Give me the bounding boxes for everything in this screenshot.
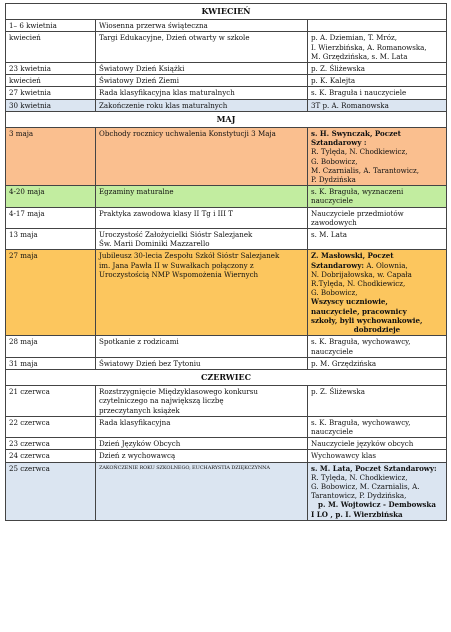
responsible-cell: p. Z. Śliżewska (308, 386, 447, 417)
responsible-cell: s. K. Braguła, wychowawcy, nauczyciele (308, 416, 447, 437)
table-row (6, 416, 447, 437)
event-cell: Rada klasyfikacyjna klas maturalnych (96, 87, 308, 99)
event-cell: Jubileusz 30-lecia Zespołu Szkół Sióstr Salezjanek im. Jana Pawła II w Suwałkach połączony z Uroczystością NMP Wspomożenia Wiernych (96, 250, 308, 336)
table-row (6, 75, 447, 87)
date-cell: 23 czerwca (6, 438, 96, 450)
date-cell: kwiecień (6, 32, 96, 63)
table-row (6, 20, 447, 32)
responsible-cell: Z. Masłowski, Poczet Sztandarowy: A. Olownia, N. Dobrijałowska, w. Capała R.Tylęda, N. Chodkiewicz, G. Bobowicz, Wszyscy uczniowie, nauczyciele, pracownicy szkoły, byli wychowankowie, dobrodzieje (308, 250, 447, 336)
date-cell: 25 czerwca (6, 462, 96, 520)
date-cell: 27 maja (6, 250, 96, 336)
responsible-cell: s. M. Lata, Poczet Sztandarowy: R. Tylęda, N. Chodkiewicz, G. Bobowicz, M. Czarnialis, A. Tarantowicz, P. Dydzińska, p. M. Wojtowicz - Dembowska I LO , p. I. Wierzbińska (308, 462, 447, 520)
table-row (6, 229, 447, 250)
month-header-may: MAJ (6, 111, 447, 127)
date-cell: 3 maja (6, 128, 96, 186)
responsible-cell: p. A. Dziemian, T. Mróz, I. Wierzbińska, A. Romanowska, M. Grzędzińska, s. M. Lata (308, 32, 447, 63)
responsible-cell: Nauczyciele przedmiotów zawodowych (308, 207, 447, 228)
event-cell: Wiosenna przerwa świąteczna (96, 20, 308, 32)
date-cell: 13 maja (6, 229, 96, 250)
event-cell: ZAKOŃCZENIE ROKU SZKOLNEGO, EUCHARYSTIA DZIĘKCZYNNA (96, 462, 308, 520)
date-cell: 22 czerwca (6, 416, 96, 437)
date-cell: kwiecień (6, 75, 96, 87)
responsible-cell: p. Z. Śliżewska (308, 63, 447, 75)
table-row (6, 32, 447, 63)
date-cell: 30 kwietnia (6, 99, 96, 111)
event-cell: Spotkanie z rodzicami (96, 336, 308, 357)
date-cell: 27 kwietnia (6, 87, 96, 99)
table-row (6, 186, 447, 207)
table-row (6, 386, 447, 417)
date-cell: 1– 6 kwietnia (6, 20, 96, 32)
date-cell: 4-20 maja (6, 186, 96, 207)
responsible-cell: s. K. Braguła, wychowawcy, nauczyciele (308, 336, 447, 357)
responsible-cell: s. H. Swynczak, Poczet Sztandarowy : R. Tylęda, N. Chodkiewicz, G. Bobowicz, M. Czarnialis, A. Tarantowicz, P. Dydzińska (308, 128, 447, 186)
date-cell: 4-17 maja (6, 207, 96, 228)
responsible-cell (308, 20, 447, 32)
event-cell: Światowy Dzień Książki (96, 63, 308, 75)
responsible-cell: Nauczyciele języków obcych (308, 438, 447, 450)
schedule-table (5, 3, 447, 521)
event-cell: Rozstrzygnięcie Międzyklasowego konkursu czytelniczego na największą liczbę przeczytanych książek (96, 386, 308, 417)
event-cell: Egzaminy maturalne (96, 186, 308, 207)
event-cell: Światowy Dzień bez Tytoniu (96, 357, 308, 369)
date-cell: 31 maja (6, 357, 96, 369)
table-row (6, 99, 447, 111)
date-cell: 23 kwietnia (6, 63, 96, 75)
event-cell: Praktyka zawodowa klasy II Tg i III T (96, 207, 308, 228)
event-cell: Dzień Języków Obcych (96, 438, 308, 450)
schedule-document (5, 3, 446, 521)
responsible-cell: 3T p. A. Romanowska (308, 99, 447, 111)
table-row (6, 87, 447, 99)
table-row (6, 357, 447, 369)
event-cell: Rada klasyfikacyjna (96, 416, 308, 437)
event-cell: Obchody rocznicy uchwalenia Konstytucji 3 Maja (96, 128, 308, 186)
table-row (6, 128, 447, 186)
month-header-april: KWIECIEŃ (6, 4, 447, 20)
event-cell: Targi Edukacyjne, Dzień otwarty w szkole (96, 32, 308, 63)
month-header-june: CZERWIEC (6, 369, 447, 385)
table-row (6, 450, 447, 462)
responsible-cell: s. K. Braguła i nauczyciele (308, 87, 447, 99)
date-cell: 21 czerwca (6, 386, 96, 417)
event-cell: Światowy Dzień Ziemi (96, 75, 308, 87)
table-row (6, 250, 447, 336)
responsible-cell: s. M. Lata (308, 229, 447, 250)
date-cell: 24 czerwca (6, 450, 96, 462)
responsible-cell: Wychowawcy klas (308, 450, 447, 462)
event-cell: Zakończenie roku klas maturalnych (96, 99, 308, 111)
responsible-cell: p. K. Kalejta (308, 75, 447, 87)
responsible-cell: p. M. Grzędzińska (308, 357, 447, 369)
event-cell: Uroczystość Założycielki Sióstr Salezjanek Św. Marii Dominiki Mazzarello (96, 229, 308, 250)
table-row (6, 438, 447, 450)
date-cell: 28 maja (6, 336, 96, 357)
table-row (6, 336, 447, 357)
responsible-cell: s. K. Braguła, wyznaczeni nauczyciele (308, 186, 447, 207)
event-cell: Dzień z wychowawcą (96, 450, 308, 462)
table-row (6, 63, 447, 75)
table-row (6, 462, 447, 520)
table-row (6, 207, 447, 228)
